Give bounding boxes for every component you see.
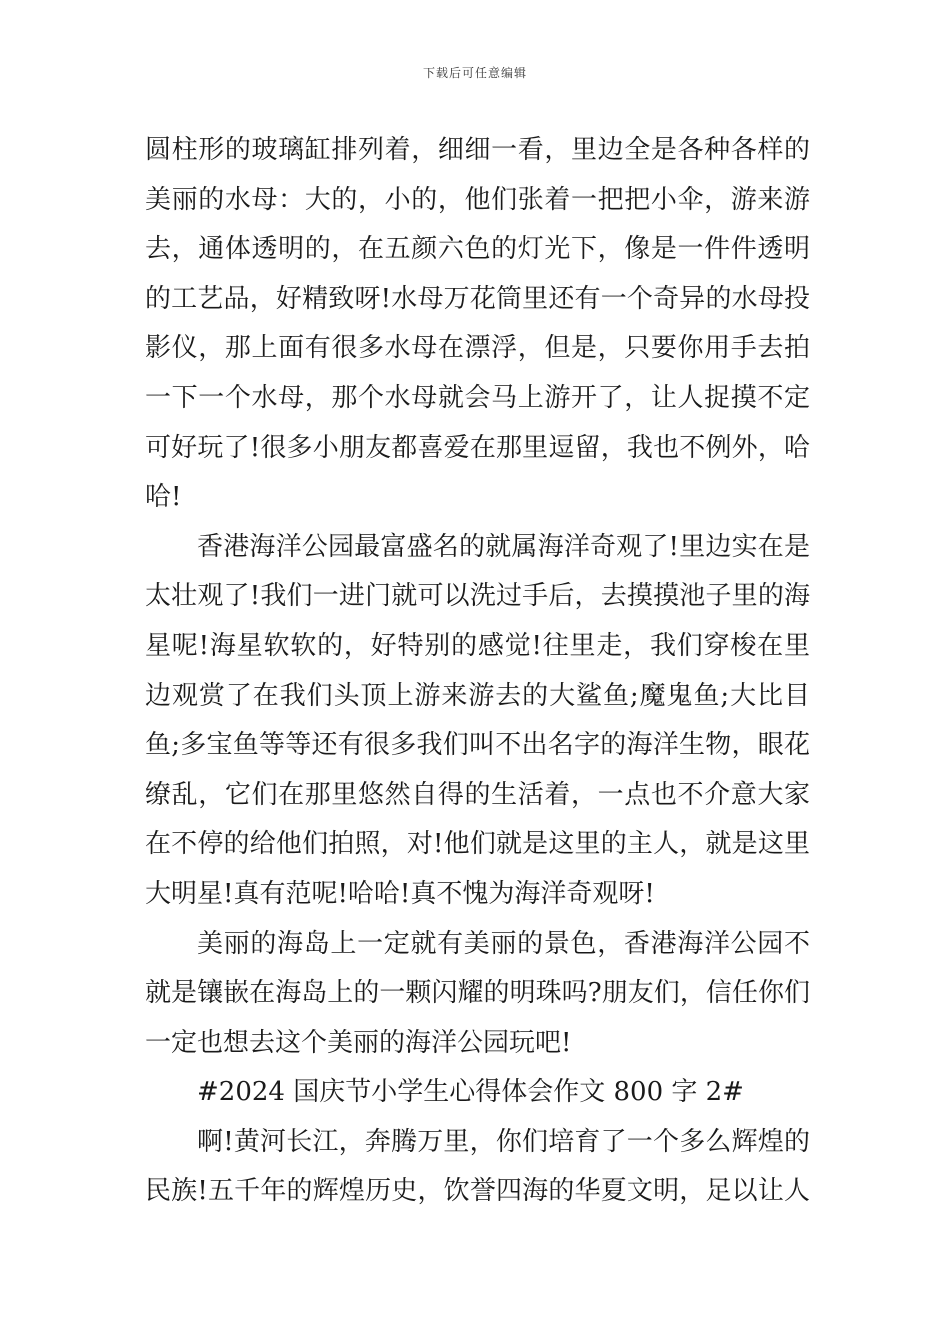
text-line: 边观赏了在我们头顶上游来游去的大鲨鱼;魔鬼鱼;大比目 [145, 680, 810, 711]
text-line: 圆柱形的玻璃缸排列着，细细一看，里边全是各种各样的 [145, 135, 810, 165]
text-line: #2024 国庆节小学生心得体会作文 800 字 2# [197, 1077, 744, 1108]
text-line: 啊!黄河长江，奔腾万里，你们培育了一个多么辉煌的 [197, 1126, 810, 1157]
text-line: 在不停的给他们拍照，对!他们就是这里的主人，就是这里 [145, 829, 810, 860]
text-line: 缭乱，它们在那里悠然自得的生活着，一点也不介意大家 [145, 779, 810, 810]
text-line: 大明星!真有范呢!哈哈!真不愧为海洋奇观呀! [145, 878, 655, 909]
text-line: 哈! [145, 482, 182, 513]
text-line: 香港海洋公园最富盛名的就属海洋奇观了!里边实在是 [197, 531, 810, 562]
text-line: 去，通体透明的，在五颜六色的灯光下，像是一件件透明 [145, 234, 810, 265]
text-line: 鱼;多宝鱼等等还有很多我们叫不出名字的海洋生物，眼花 [145, 730, 810, 761]
text-line: 可好玩了!很多小朋友都喜爱在那里逗留，我也不例外，哈 [145, 432, 810, 463]
document-body [145, 126, 810, 1217]
text-line: 的工艺品，好精致呀!水母万花筒里还有一个奇异的水母投 [145, 283, 810, 314]
text-line: 影仪，那上面有很多水母在漂浮，但是，只要你用手去拍 [145, 333, 810, 364]
text-line: 民族!五千年的辉煌历史，饮誉四海的华夏文明，足以让人 [145, 1176, 810, 1207]
text-line: 就是镶嵌在海岛上的一颗闪耀的明珠吗?朋友们，信任你们 [145, 978, 810, 1009]
page-header: 下载后可任意编辑 [422, 66, 527, 80]
text-line: 美丽的水母：大的，小的，他们张着一把把小伞，游来游 [145, 184, 810, 215]
text-line: 太壮观了!我们一进门就可以洗过手后，去摸摸池子里的海 [145, 581, 810, 612]
text-line: 一定也想去这个美丽的海洋公园玩吧! [145, 1027, 572, 1058]
text-line: 美丽的海岛上一定就有美丽的景色，香港海洋公园不 [197, 928, 810, 959]
text-line: 星呢!海星软软的，好特别的感觉!往里走，我们穿梭在里 [145, 630, 810, 661]
text-line: 一下一个水母，那个水母就会马上游开了，让人捉摸不定 [145, 382, 810, 413]
